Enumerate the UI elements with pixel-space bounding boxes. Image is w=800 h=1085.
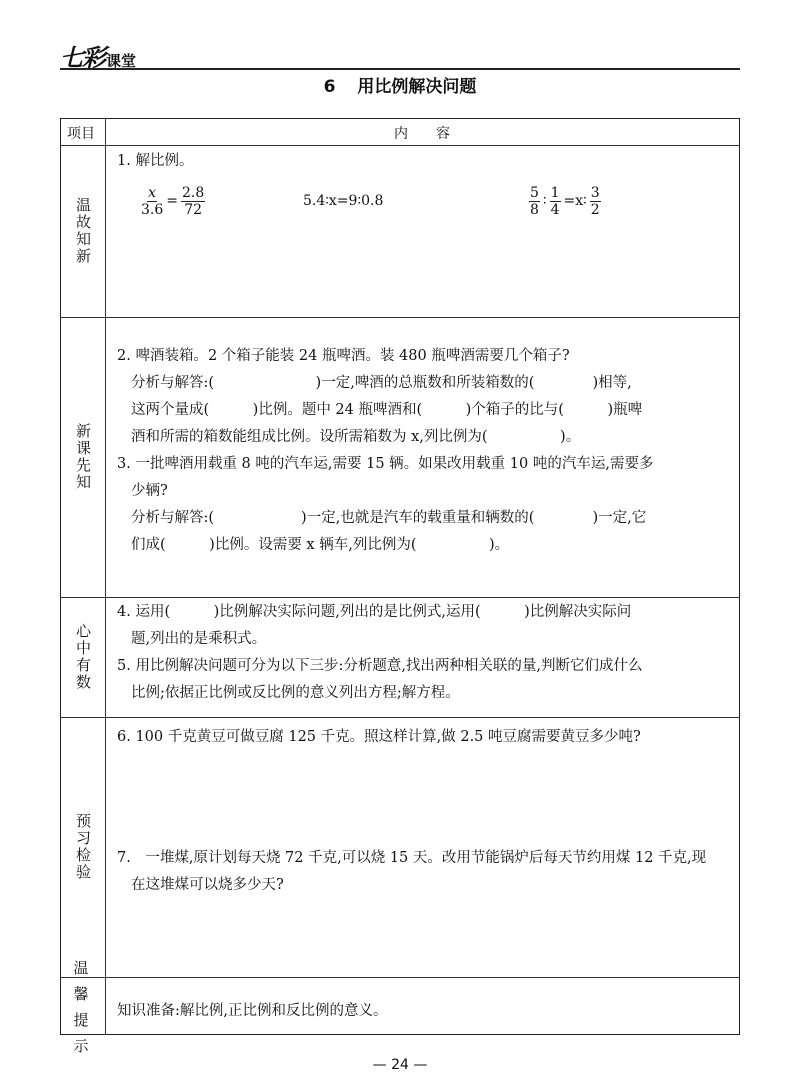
numerator: 5: [530, 184, 539, 201]
section-preview-text: 预习检验: [74, 813, 92, 881]
equation-2-text: 5.4∶x=9∶0.8: [303, 193, 384, 209]
fraction: [181, 185, 205, 218]
q1-equations: [141, 183, 719, 223]
denominator: 72: [184, 201, 203, 218]
row-divider: [61, 145, 739, 146]
brand-script: 七彩: [60, 43, 104, 72]
q7-line2: 在这堆煤可以烧多少天?: [131, 877, 284, 893]
section-label-new: [61, 317, 105, 597]
q5-line1: 5. 用比例解决问题可分为以下三步:分析题意,找出两种相关联的量,判断它们成什么: [117, 658, 643, 674]
q4-line1: 4. 运用( )比例解决实际问题,列出的是比例式,运用( )比例解决实际问: [117, 604, 632, 620]
lesson-title: 用比例解决问题: [357, 77, 477, 97]
q5-line2: 比例;依据正比例或反比例的意义列出方程;解方程。: [131, 685, 460, 701]
q2-line4: 酒和所需的箱数能组成比例。设所需箱数为 x,列比例为( )。: [131, 429, 581, 445]
question-6: [117, 725, 729, 750]
q6-text: 6. 100 千克黄豆可做豆腐 125 千克。照这样计算,做 2.5 吨豆腐需要黄豆多少吨?: [117, 729, 641, 745]
q2-line3: 这两个量成( )比例。题中 24 瓶啤酒和( )个箱子的比与( )瓶啤: [131, 402, 643, 418]
section-label-mind: [61, 597, 105, 717]
q4-line2: 题,列出的是乘积式。: [131, 631, 267, 647]
question-7: [117, 845, 729, 899]
q3-line1: 3. 一批啤酒用载重 8 吨的汽车运,需要 15 辆。如果改用载重 10 吨的汽车运,需要多: [117, 456, 654, 472]
q3-line2: 少辆?: [131, 483, 168, 499]
ratio-colon: ∶: [542, 193, 547, 209]
header-content: 内 容: [394, 126, 450, 142]
section-label-preview: [61, 717, 105, 977]
row-divider: [61, 317, 739, 318]
fraction: [529, 185, 540, 218]
numerator: 2.8: [182, 184, 205, 201]
section-new-text: 新课先知: [74, 423, 92, 491]
section-mind-text: 心中有数: [74, 623, 92, 691]
tip-text: 知识准备:解比例,正比例和反比例的意义。: [117, 1003, 388, 1019]
fraction: [550, 185, 561, 218]
brand-logo: [60, 40, 160, 70]
numerator: 1: [550, 184, 560, 201]
column-divider: [105, 119, 106, 1034]
worksheet-table: [60, 118, 740, 1055]
tip-content: [117, 999, 729, 1024]
denominator: 3.6: [141, 201, 164, 218]
q2-line2: 分析与解答:( )一定,啤酒的总瓶数和所装箱数的( )相等,: [131, 375, 632, 391]
denominator: 2: [590, 201, 600, 218]
q3-line3: 分析与解答:( )一定,也就是汽车的载重量和辆数的( )一定,它: [131, 510, 647, 526]
page-number: — 24 —: [372, 1057, 428, 1073]
header-project: 项目: [67, 126, 95, 142]
numerator: x: [148, 184, 157, 201]
equation-2: [303, 183, 383, 219]
q2-line1: 2. 啤酒装箱。2 个箱子能装 24 瓶啤酒。装 480 瓶啤酒需要几个箱子?: [117, 348, 570, 364]
fraction: [590, 185, 601, 218]
mind-content: [117, 599, 729, 707]
numerator: 3: [590, 184, 600, 201]
section-label-tip: [61, 958, 105, 1055]
header-rule: [60, 68, 740, 70]
brand-word: 课堂: [106, 52, 137, 70]
section-tip-text: 温馨提示: [73, 958, 93, 1055]
row-divider: [61, 597, 739, 598]
equals-sign: =: [166, 193, 178, 209]
page-title: [0, 72, 800, 97]
q3-line4: 们成( )比例。设需要 x 辆车,列比例为( )。: [131, 537, 510, 553]
equals-x-colon: =x∶: [563, 193, 587, 209]
section-review-text: 温故知新: [74, 197, 92, 265]
denominator: 8: [530, 201, 539, 218]
denominator: 4: [550, 201, 560, 218]
equation-1: [141, 183, 205, 219]
row-divider: [61, 717, 739, 718]
fraction: [141, 185, 163, 218]
q1-text: 1. 解比例。: [117, 153, 194, 169]
equation-3: [529, 183, 601, 219]
row-divider: [61, 977, 739, 978]
section-label-review: [61, 145, 105, 317]
lesson-number: 6: [323, 77, 336, 97]
q7-line1: 7. 一堆煤,原计划每天烧 72 千克,可以烧 15 天。改用节能锅炉后每天节约用煤 12 千克,现: [117, 850, 707, 866]
new-lesson-content: [117, 343, 729, 559]
question-1: [117, 149, 729, 174]
